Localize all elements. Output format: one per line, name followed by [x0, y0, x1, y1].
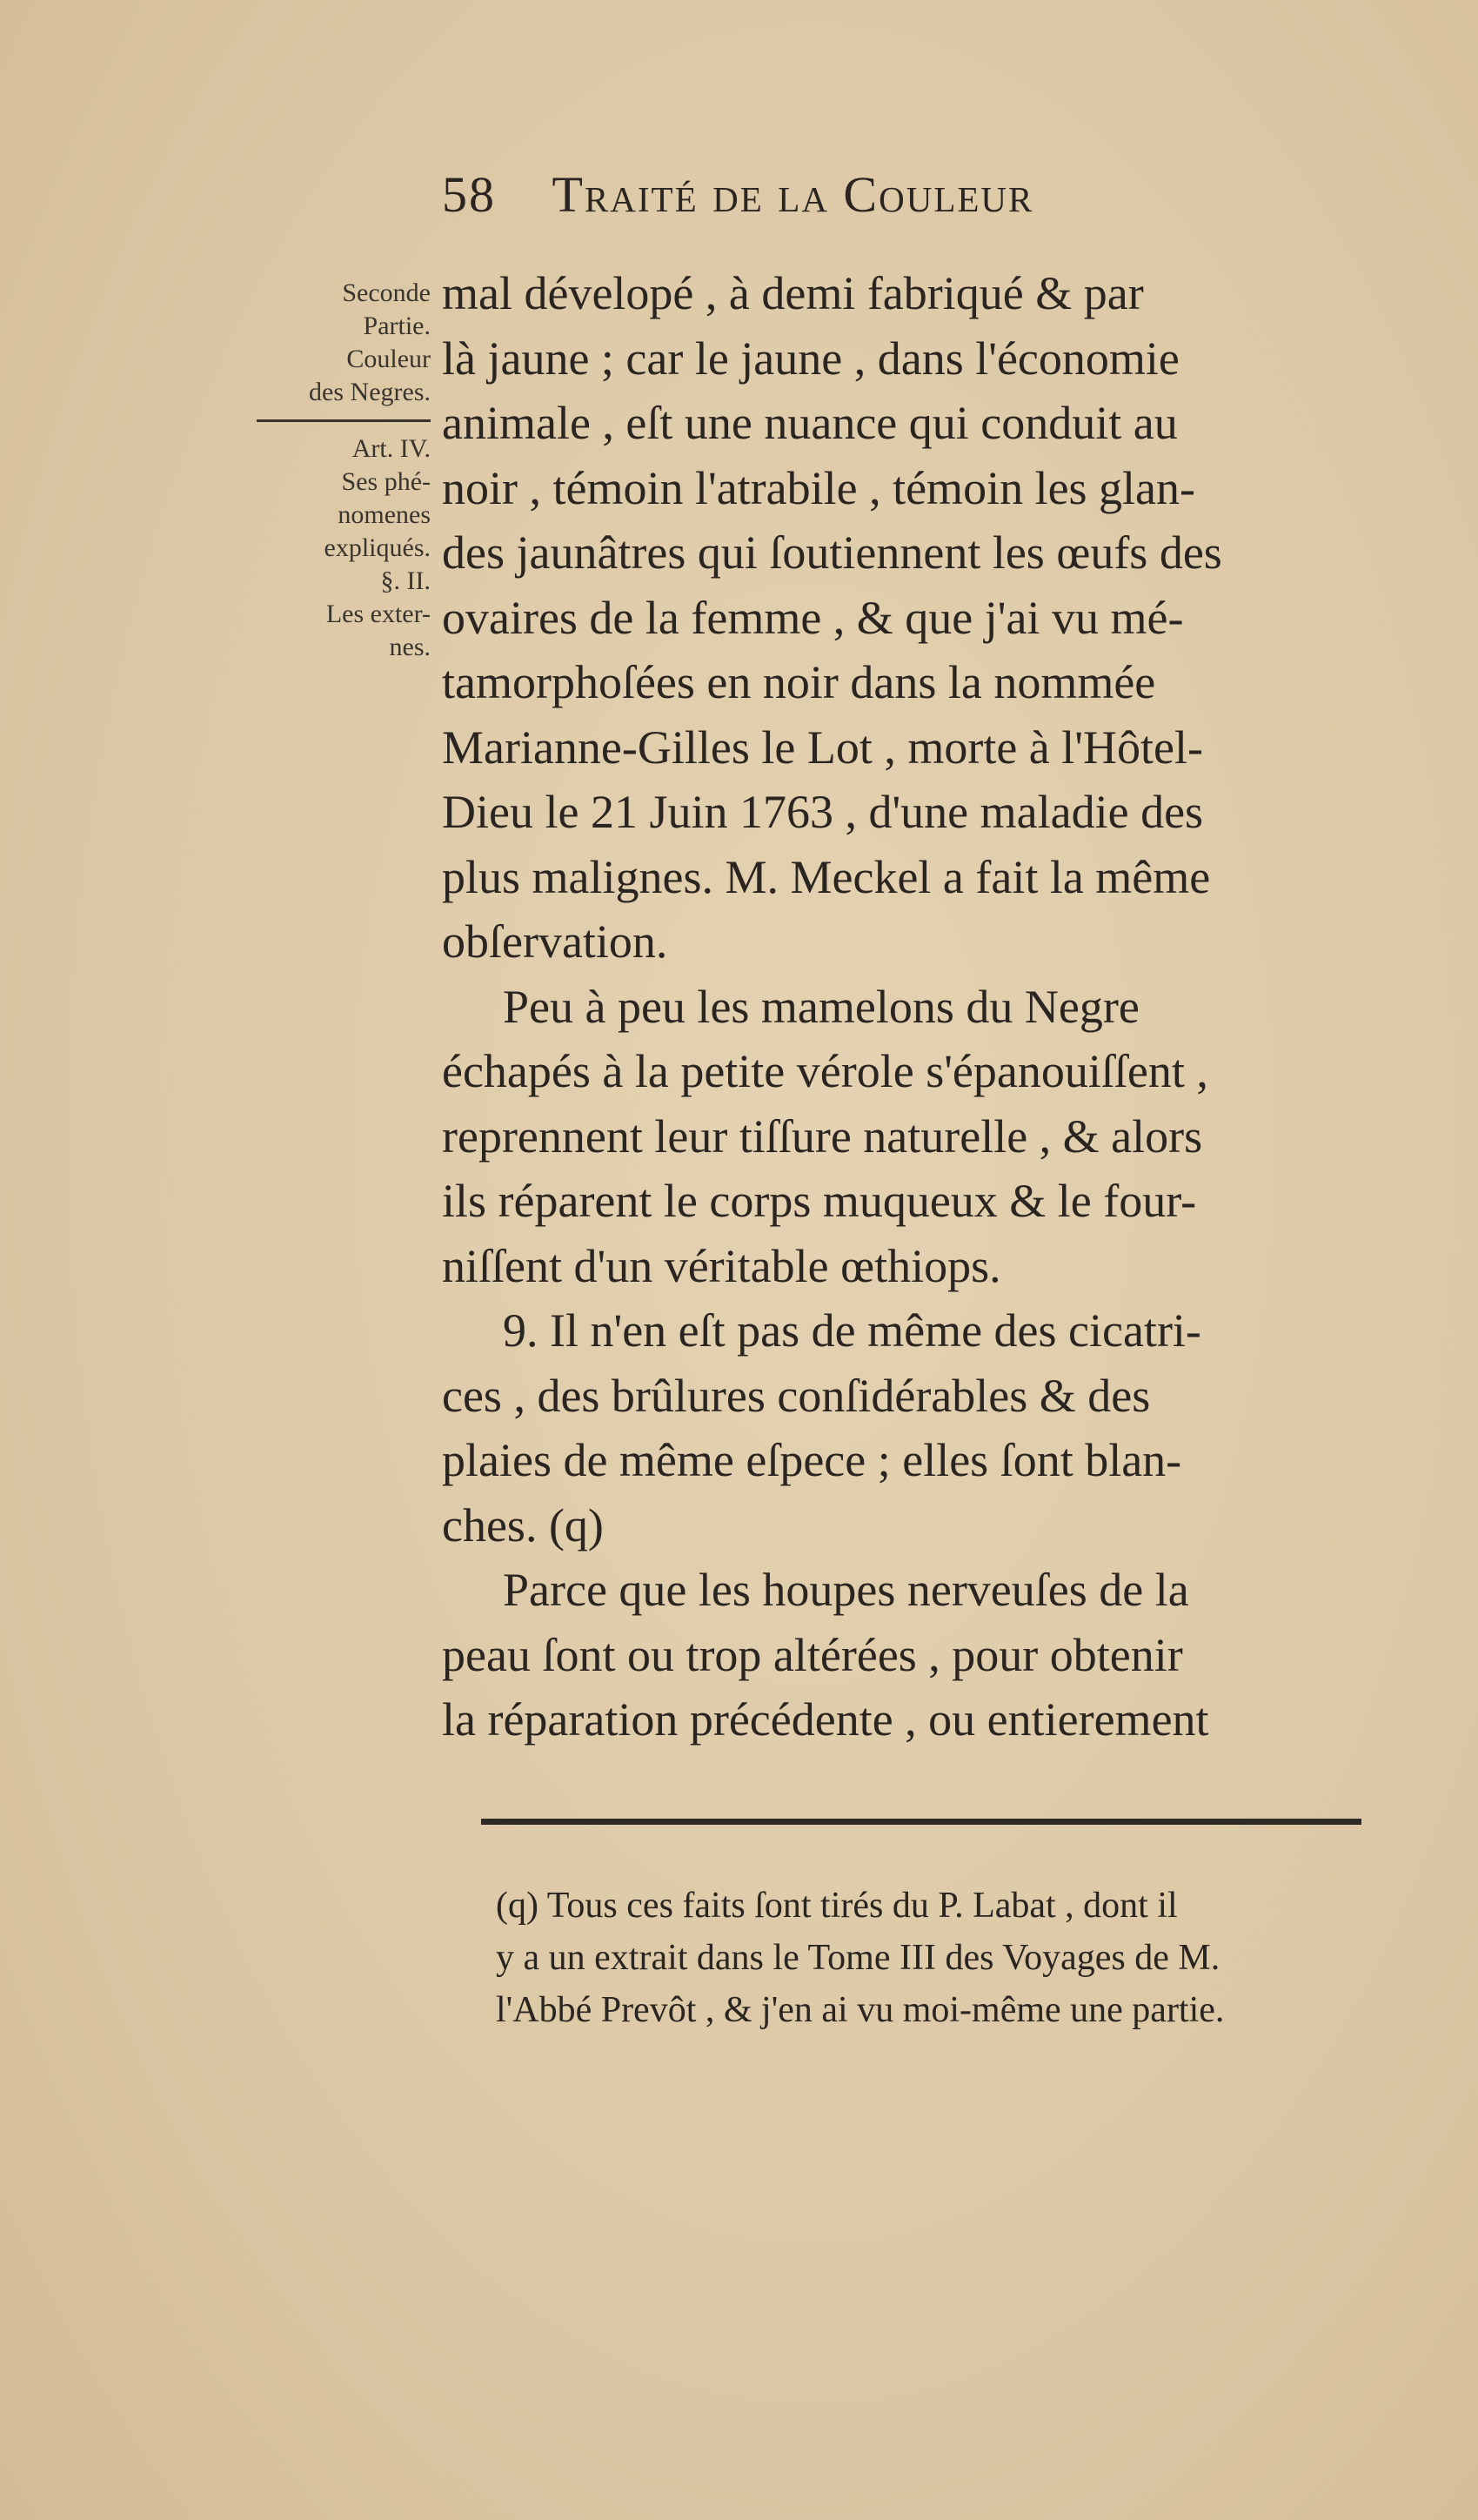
paragraph-4 [442, 1558, 1364, 1753]
footnote-line: y a un extrait dans le Tome III des Voyages de M. [496, 1938, 1221, 1978]
text-line: là jaune ; car le jaune , dans l'économie [442, 332, 1180, 385]
text-line: niſſent d'un véritable œthiops. [442, 1239, 1001, 1292]
page-number: 58 [442, 166, 496, 223]
text-line: Marianne-Gilles le Lot , morte à l'Hôtel- [442, 720, 1203, 774]
marginal-notes [235, 277, 431, 664]
margin-article-2: Ses phé- [341, 467, 431, 496]
text-line: plus malignes. M. Meckel a fait la même [442, 850, 1211, 903]
paragraph-1 [442, 261, 1364, 975]
text-line: Peu à peu les mamelons du Negre [503, 980, 1140, 1033]
footnote-rule [481, 1819, 1361, 1825]
text-line: échapés à la petite vérole s'épanouiſſent , [442, 1045, 1208, 1097]
text-line: la réparation précédente , ou entierement [442, 1693, 1209, 1746]
paragraph-2 [442, 975, 1364, 1299]
text-line: 9. Il n'en eſt pas de même des cicatri- [503, 1304, 1201, 1357]
text-line: tamorphoſées en noir dans la nommée [442, 656, 1156, 708]
text-line: Parce que les houpes nerveuſes de la [503, 1564, 1189, 1616]
main-text [442, 261, 1364, 1753]
margin-section-1: §. II. [380, 566, 431, 595]
margin-part-1: Seconde [342, 278, 431, 307]
margin-article-4: expliqués. [324, 533, 431, 562]
margin-subject-1: Couleur [346, 345, 431, 373]
text-line: animale , eſt une nuance qui conduit au [442, 397, 1178, 449]
margin-section-2: Les exter- [325, 600, 431, 628]
margin-part-2: Partie. [363, 312, 431, 340]
footnote-line: l'Abbé Prevôt , & j'en ai vu moi-même une partie. [496, 1990, 1225, 2030]
text-line: plaies de même eſpece ; elles ſont blan- [442, 1434, 1182, 1486]
running-title: Traité de la Couleur [552, 166, 1034, 223]
text-line: des jaunâtres qui ſoutiennent les œufs des [442, 526, 1222, 579]
text-line: obſervation. [442, 915, 668, 968]
text-line: mal dévelopé , à demi fabriqué & par [442, 267, 1144, 319]
text-line: noir , témoin l'atrabile , témoin les glan- [442, 461, 1196, 514]
margin-article-3: nomenes [338, 500, 431, 529]
paragraph-3 [442, 1298, 1364, 1558]
text-line: Dieu le 21 Juin 1763 , d'une maladie des [442, 786, 1204, 838]
footnote-line: (q) Tous ces faits ſont tirés du P. Labat , dont il [496, 1886, 1178, 1926]
margin-subject-2: des Negres. [309, 378, 431, 406]
text-line: peau ſont ou trop altérées , pour obtenir [442, 1628, 1183, 1681]
margin-article-1: Art. IV. [351, 434, 431, 463]
text-line: ovaires de la femme , & que j'ai vu mé- [442, 591, 1184, 644]
running-header [442, 165, 1355, 224]
margin-section-3: nes. [389, 633, 431, 661]
text-line: ils réparent le corps muqueux & le four- [442, 1175, 1197, 1227]
margin-separator [257, 419, 431, 422]
text-line: ches. (q) [442, 1498, 604, 1552]
text-line: ces , des brûlures conſidérables & des [442, 1369, 1151, 1422]
footnote [496, 1880, 1357, 2036]
text-line: reprennent leur tiſſure naturelle , & alors [442, 1109, 1203, 1163]
